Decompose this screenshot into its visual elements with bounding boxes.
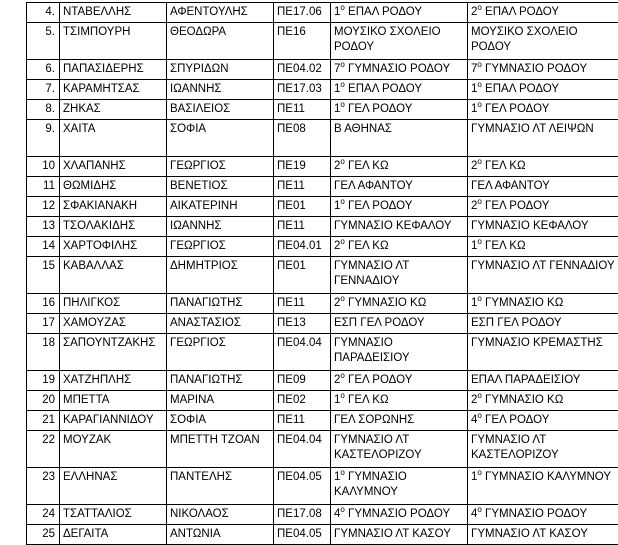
table-row	[27, 100, 618, 120]
specialty-cell: ΠΕ17.08	[274, 505, 331, 525]
row-number: 13	[27, 217, 60, 237]
first-name-cell: ΑΝΑΣΤΑΣΙΟΣ	[167, 314, 274, 334]
first-name-cell: ΜΠΕΤΤΗ ΤΖΟΑΝ	[167, 431, 274, 468]
origin-school-cell: Β ΑΘΗΝΑΣ	[331, 120, 468, 157]
table-row	[27, 120, 618, 157]
first-name-cell: ΣΟΦΙΑ	[167, 120, 274, 157]
specialty-cell: ΠΕ04.05	[274, 468, 331, 505]
table-row	[27, 23, 618, 60]
origin-school-cell: ΕΣΠ ΓΕΛ ΡΟΔΟΥ	[331, 314, 468, 334]
specialty-cell: ΠΕ02	[274, 391, 331, 411]
row-number: 14	[27, 237, 60, 257]
surname-cell: ΤΣΙΜΠΟΥΡΗ	[60, 23, 167, 60]
surname-cell: ΔΕΓΑΙΤΑ	[60, 525, 167, 545]
first-name-cell: ΙΩΑΝΝΗΣ	[167, 80, 274, 100]
table-row	[27, 525, 618, 545]
origin-school-cell: $1^o$ ΓΕΛ ΡΟΔΟΥ	[331, 197, 468, 217]
table-row	[27, 157, 618, 177]
destination-school-cell: $1^o$ ΓΥΜΝΑΣΙΟ ΚΩ	[468, 294, 618, 314]
destination-school-cell: ΕΠΑΛ ΠΑΡΑΔΕΙΣΙΟΥ	[468, 371, 618, 391]
origin-school-cell: $1^o$ ΕΠΑΛ ΡΟΔΟΥ	[331, 80, 468, 100]
surname-cell: ΤΣΟΛΑΚΙΔΗΣ	[60, 217, 167, 237]
surname-cell: ΣΑΠΟΥΝΤΖΑΚΗΣ	[60, 334, 167, 371]
specialty-cell: ΠΕ11	[274, 411, 331, 431]
specialty-cell: ΠΕ19	[274, 157, 331, 177]
destination-school-cell: $1^o$ ΕΠΑΛ ΡΟΔΟΥ	[468, 80, 618, 100]
surname-cell: ΚΑΒΑΛΛΑΣ	[60, 257, 167, 294]
destination-school-cell: $1^o$ ΓΕΛ ΡΟΔΟΥ	[468, 100, 618, 120]
row-number: 17	[27, 314, 60, 334]
destination-school-cell: ΕΣΠ ΓΕΛ ΡΟΔΟΥ	[468, 314, 618, 334]
table-row	[27, 3, 618, 23]
first-name-cell: ΒΑΣΙΛΕΙΟΣ	[167, 100, 274, 120]
surname-cell: ΖΗΚΑΣ	[60, 100, 167, 120]
row-number: 22	[27, 431, 60, 468]
row-number: 19	[27, 371, 60, 391]
destination-school-cell: $1^o$ ΓΕΛ ΚΩ	[468, 237, 618, 257]
specialty-cell: ΠΕ04.02	[274, 60, 331, 80]
row-number: 12	[27, 197, 60, 217]
table-row	[27, 177, 618, 197]
table-row	[27, 391, 618, 411]
surname-cell: ΠΑΠΑΣΙΔΕΡΗΣ	[60, 60, 167, 80]
surname-cell: ΝΤΑΒΕΛΛΗΣ	[60, 3, 167, 23]
origin-school-cell: ΓΥΜΝΑΣΙΟ ΚΕΦΑΛΟΥ	[331, 217, 468, 237]
table-row	[27, 197, 618, 217]
first-name-cell: ΔΗΜΗΤΡΙΟΣ	[167, 257, 274, 294]
row-number: 9.	[27, 120, 60, 157]
destination-school-cell: ΓΥΜΝΑΣΙΟ ΛΤ ΓΕΝΝΑΔΙΟΥ	[468, 257, 618, 294]
table-row	[27, 80, 618, 100]
table-row	[27, 60, 618, 80]
destination-school-cell: $2^o$ ΓΕΛ ΡΟΔΟΥ	[468, 197, 618, 217]
first-name-cell: ΣΟΦΙΑ	[167, 411, 274, 431]
first-name-cell: ΓΕΩΡΓΙΟΣ	[167, 334, 274, 371]
surname-cell: ΣΦΑΚΙΑΝΑΚΗ	[60, 197, 167, 217]
table-row	[27, 431, 618, 468]
specialty-cell: ΠΕ04.01	[274, 237, 331, 257]
origin-school-cell: $2^o$ ΓΕΛ ΚΩ	[331, 237, 468, 257]
origin-school-cell: ΓΕΛ ΣΟΡΩΝΗΣ	[331, 411, 468, 431]
first-name-cell: ΑΙΚΑΤΕΡΙΝΗ	[167, 197, 274, 217]
specialty-cell: ΠΕ17.06	[274, 3, 331, 23]
destination-school-cell: $4^o$ ΓΕΛ ΡΟΔΟΥ	[468, 411, 618, 431]
row-number: 10	[27, 157, 60, 177]
destination-school-cell: $2^o$ ΕΠΑΛ ΡΟΔΟΥ	[468, 3, 618, 23]
destination-school-cell: ΓΥΜΝΑΣΙΟ ΚΕΦΑΛΟΥ	[468, 217, 618, 237]
specialty-cell: ΠΕ04.04	[274, 431, 331, 468]
origin-school-cell: ΓΥΜΝΑΣΙΟ ΠΑΡΑΔΕΙΣΙΟΥ	[331, 334, 468, 371]
specialty-cell: ΠΕ04.04	[274, 334, 331, 371]
table-row	[27, 505, 618, 525]
origin-school-cell: $1^o$ ΓΕΛ ΚΩ	[331, 391, 468, 411]
first-name-cell: ΠΑΝΑΓΙΩΤΗΣ	[167, 371, 274, 391]
specialty-cell: ΠΕ13	[274, 314, 331, 334]
row-number: 25	[27, 525, 60, 545]
destination-school-cell: ΓΥΜΝΑΣΙΟ ΛΤ ΚΑΣΟΥ	[468, 525, 618, 545]
surname-cell: ΧΛΑΠΑΝΗΣ	[60, 157, 167, 177]
origin-school-cell: ΓΥΜΝΑΣΙΟ ΛΤ ΓΕΝΝΑΔΙΟΥ	[331, 257, 468, 294]
specialty-cell: ΠΕ11	[274, 177, 331, 197]
first-name-cell: ΜΑΡΙΝΑ	[167, 391, 274, 411]
first-name-cell: ΙΩΑΝΝΗΣ	[167, 217, 274, 237]
table-row	[27, 314, 618, 334]
destination-school-cell: ΓΥΜΝΑΣΙΟ ΚΡΕΜΑΣΤΗΣ	[468, 334, 618, 371]
specialty-cell: ΠΕ11	[274, 217, 331, 237]
specialty-cell: ΠΕ01	[274, 257, 331, 294]
destination-school-cell: ΓΕΛ ΑΦΑΝΤΟΥ	[468, 177, 618, 197]
first-name-cell: ΠΑΝΤΕΛΗΣ	[167, 468, 274, 505]
first-name-cell: ΝΙΚΟΛΑΟΣ	[167, 505, 274, 525]
row-number: 15	[27, 257, 60, 294]
destination-school-cell: $4^o$ ΓΥΜΝΑΣΙΟ ΡΟΔΟΥ	[468, 505, 618, 525]
specialty-cell: ΠΕ11	[274, 100, 331, 120]
row-number: 16	[27, 294, 60, 314]
destination-school-cell: ΓΥΜΝΑΣΙΟ ΛΤ ΚΑΣΤΕΛΟΡΙΖΟΥ	[468, 431, 618, 468]
origin-school-cell: ΓΥΜΝΑΣΙΟ ΛΤ ΚΑΣΤΕΛΟΡΙΖΟΥ	[331, 431, 468, 468]
first-name-cell: ΓΕΩΡΓΙΟΣ	[167, 237, 274, 257]
table-row	[27, 294, 618, 314]
table-row	[27, 468, 618, 505]
first-name-cell: ΠΑΝΑΓΙΩΤΗΣ	[167, 294, 274, 314]
origin-school-cell: $1^o$ ΓΥΜΝΑΣΙΟ ΚΑΛΥΜΝΟΥ	[331, 468, 468, 505]
surname-cell: ΠΗΛΙΓΚΟΣ	[60, 294, 167, 314]
row-number: 4.	[27, 3, 60, 23]
origin-school-cell: $1^o$ ΕΠΑΛ ΡΟΔΟΥ	[331, 3, 468, 23]
origin-school-cell: ΜΟΥΣΙΚΟ ΣΧΟΛΕΙΟ ΡΟΔΟΥ	[331, 23, 468, 60]
specialty-cell: ΠΕ09	[274, 371, 331, 391]
specialty-cell: ΠΕ11	[274, 294, 331, 314]
row-number: 20	[27, 391, 60, 411]
surname-cell: ΜΠΕΤΤΑ	[60, 391, 167, 411]
first-name-cell: ΘΕΟΔΩΡΑ	[167, 23, 274, 60]
surname-cell: ΜΟΥΖΑΚ	[60, 431, 167, 468]
row-number: 7.	[27, 80, 60, 100]
table-row	[27, 217, 618, 237]
table-row	[27, 371, 618, 391]
surname-cell: ΧΑΜΟΥΖΑΣ	[60, 314, 167, 334]
surname-cell: ΘΩΜΙΔΗΣ	[60, 177, 167, 197]
first-name-cell: ΣΠΥΡΙΔΩΝ	[167, 60, 274, 80]
transfer-table	[26, 2, 618, 545]
row-number: 18	[27, 334, 60, 371]
origin-school-cell: $4^o$ ΓΥΜΝΑΣΙΟ ΡΟΔΟΥ	[331, 505, 468, 525]
destination-school-cell: ΓΥΜΝΑΣΙΟ ΛΤ ΛΕΙΨΩΝ	[468, 120, 618, 157]
surname-cell: ΤΣΑΤΤΑΛΙΟΣ	[60, 505, 167, 525]
surname-cell: ΧΑΤΖΗΠΛΗΣ	[60, 371, 167, 391]
destination-school-cell: $1^o$ ΓΥΜΝΑΣΙΟ ΚΑΛΥΜΝΟΥ	[468, 468, 618, 505]
table-row	[27, 257, 618, 294]
specialty-cell: ΠΕ17.03	[274, 80, 331, 100]
row-number: 24	[27, 505, 60, 525]
row-number: 11	[27, 177, 60, 197]
specialty-cell: ΠΕ04.05	[274, 525, 331, 545]
first-name-cell: ΒΕΝΕΤΙΟΣ	[167, 177, 274, 197]
origin-school-cell: $7^o$ ΓΥΜΝΑΣΙΟ ΡΟΔΟΥ	[331, 60, 468, 80]
origin-school-cell: $2^o$ ΓΕΛ ΚΩ	[331, 157, 468, 177]
row-number: 23	[27, 468, 60, 505]
specialty-cell: ΠΕ01	[274, 197, 331, 217]
destination-school-cell: $7^o$ ΓΥΜΝΑΣΙΟ ΡΟΔΟΥ	[468, 60, 618, 80]
specialty-cell: ΠΕ16	[274, 23, 331, 60]
origin-school-cell: $2^o$ ΓΥΜΝΑΣΙΟ ΚΩ	[331, 294, 468, 314]
destination-school-cell: ΜΟΥΣΙΚΟ ΣΧΟΛΕΙΟ ΡΟΔΟΥ	[468, 23, 618, 60]
origin-school-cell: ΓΕΛ ΑΦΑΝΤΟΥ	[331, 177, 468, 197]
row-number: 21	[27, 411, 60, 431]
destination-school-cell: $2^o$ ΓΥΜΝΑΣΙΟ ΚΩ	[468, 391, 618, 411]
first-name-cell: ΑΦΕΝΤΟΥΛΗΣ	[167, 3, 274, 23]
surname-cell: ΕΛΛΗΝΑΣ	[60, 468, 167, 505]
surname-cell: ΧΑΡΤΟΦΙΛΗΣ	[60, 237, 167, 257]
specialty-cell: ΠΕ08	[274, 120, 331, 157]
table-row	[27, 334, 618, 371]
surname-cell: ΧΑΙΤΑ	[60, 120, 167, 157]
row-number: 6.	[27, 60, 60, 80]
origin-school-cell: ΓΥΜΝΑΣΙΟ ΛΤ ΚΑΣΟΥ	[331, 525, 468, 545]
origin-school-cell: $1^o$ ΓΕΛ ΡΟΔΟΥ	[331, 100, 468, 120]
table-body	[27, 3, 618, 545]
table-row	[27, 237, 618, 257]
first-name-cell: ΓΕΩΡΓΙΟΣ	[167, 157, 274, 177]
first-name-cell: ΑΝΤΩΝΙΑ	[167, 525, 274, 545]
origin-school-cell: $2^o$ ΓΕΛ ΡΟΔΟΥ	[331, 371, 468, 391]
surname-cell: ΚΑΡΑΜΗΤΣΑΣ	[60, 80, 167, 100]
table-row	[27, 411, 618, 431]
destination-school-cell: $2^o$ ΓΕΛ ΚΩ	[468, 157, 618, 177]
row-number: 5.	[27, 23, 60, 60]
row-number: 8.	[27, 100, 60, 120]
surname-cell: ΚΑΡΑΓΙΑΝΝΙΔΟΥ	[60, 411, 167, 431]
